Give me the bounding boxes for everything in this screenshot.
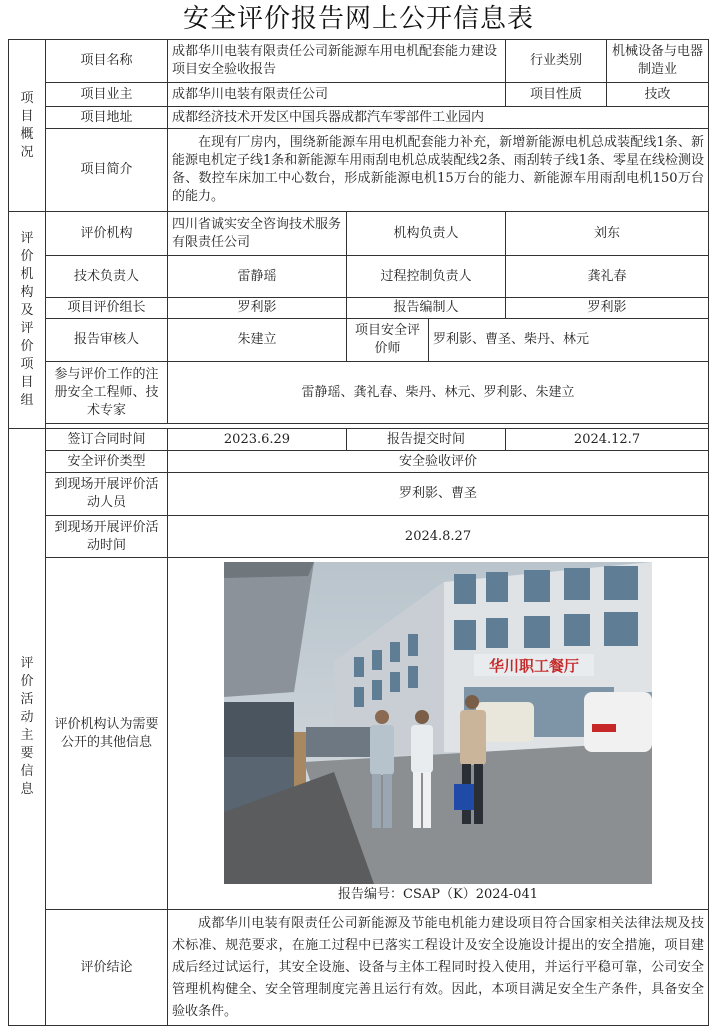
type-label: 安全评价类型 <box>46 451 168 473</box>
contract-label: 签订合同时间 <box>46 429 168 451</box>
industry-value: 机械设备与电器制造业 <box>607 40 709 83</box>
agency-label: 评价机构 <box>46 212 168 256</box>
tech-value: 雷静瑶 <box>168 256 347 298</box>
agency-head-label: 机构负责人 <box>347 212 506 256</box>
canteen-sign: 华川职工餐厅 <box>488 657 580 675</box>
leader-label: 项目评价组长 <box>46 298 168 319</box>
conclusion-label: 评价结论 <box>46 910 168 1026</box>
owner-label: 项目业主 <box>46 83 168 107</box>
section-org: 评价机构及评价项目组 <box>9 212 46 429</box>
tech-label: 技术负责人 <box>46 256 168 298</box>
report-number: 报告编号：CSAP（K）2024-041 <box>338 887 538 902</box>
section-activity: 评价活动主要信息 <box>9 429 46 1026</box>
other-label: 评价机构认为需要公开的其他信息 <box>46 558 168 910</box>
reviewer-label: 报告审核人 <box>46 319 168 362</box>
writer-value: 罗利影 <box>506 298 709 319</box>
reviewer-value: 朱建立 <box>168 319 347 362</box>
owner-value: 成都华川电装有限责任公司 <box>168 83 506 107</box>
project-name-label: 项目名称 <box>46 40 168 83</box>
contract-value: 2023.6.29 <box>168 429 347 451</box>
address-label: 项目地址 <box>46 107 168 129</box>
assessor-value: 罗利影、曹圣、柴丹、林元 <box>429 319 709 362</box>
staff-label: 到现场开展评价活动人员 <box>46 473 168 516</box>
writer-label: 报告编制人 <box>347 298 506 319</box>
intro-value: 在现有厂房内，围绕新能源车用电机配套能力补充，新增新能源电机总成装配线1条、新能源电机定子线1条和新能源车用雨刮电机总成装配线2条、雨刮转子线1条、零星在线检测设备、数控车床加工中心数台，形成新能源电机15万台的能力、新能源车用雨刮电机150万台的能力。 <box>168 129 709 212</box>
site-photo <box>224 562 652 884</box>
type-value: 安全验收评价 <box>168 451 709 473</box>
section-overview: 项目概况 <box>9 40 46 212</box>
process-label: 过程控制负责人 <box>347 256 506 298</box>
agency-value: 四川省诚实安全咨询技术服务有限责任公司 <box>168 212 347 256</box>
staff-value: 罗利影、曹圣 <box>168 473 709 516</box>
nature-value: 技改 <box>607 83 709 107</box>
page-title: 安全评价报告网上公开信息表 <box>182 4 534 34</box>
conclusion-value: 成都华川电装有限责任公司新能源及节能电机能力建设项目符合国家相关法律法规及技术标准、规范要求，在施工过程中已落实工程设计及安全设施设计提出的安全措施，项目建成后经过试运行，其安全设施、设备与主体工程同时投入使用，并运行平稳可靠，公司安全管理机构健全、安全管理制度完善且运行有效。因此，本项目满足安全生产条件，具备安全验收条件。 <box>168 910 709 1026</box>
submit-value: 2024.12.7 <box>506 429 709 451</box>
industry-label: 行业类别 <box>506 40 607 83</box>
submit-label: 报告提交时间 <box>347 429 506 451</box>
address-value: 成都经济技术开发区中国兵器成都汽车零部件工业园内 <box>168 107 709 129</box>
agency-head-value: 刘东 <box>506 212 709 256</box>
process-value: 龚礼春 <box>506 256 709 298</box>
time-value: 2024.8.27 <box>168 516 709 558</box>
time-label: 到现场开展评价活动时间 <box>46 516 168 558</box>
experts-label: 参与评价工作的注册安全工程师、技术专家 <box>46 362 168 424</box>
photo-cell <box>168 558 709 910</box>
info-table <box>8 39 709 1026</box>
intro-label: 项目简介 <box>46 129 168 212</box>
nature-label: 项目性质 <box>506 83 607 107</box>
project-name-value: 成都华川电装有限责任公司新能源车用电机配套能力建设项目安全验收报告 <box>168 40 506 83</box>
leader-value: 罗利影 <box>168 298 347 319</box>
assessor-label: 项目安全评价师 <box>347 319 429 362</box>
experts-value: 雷静瑶、龚礼春、柴丹、林元、罗利影、朱建立 <box>168 362 709 424</box>
